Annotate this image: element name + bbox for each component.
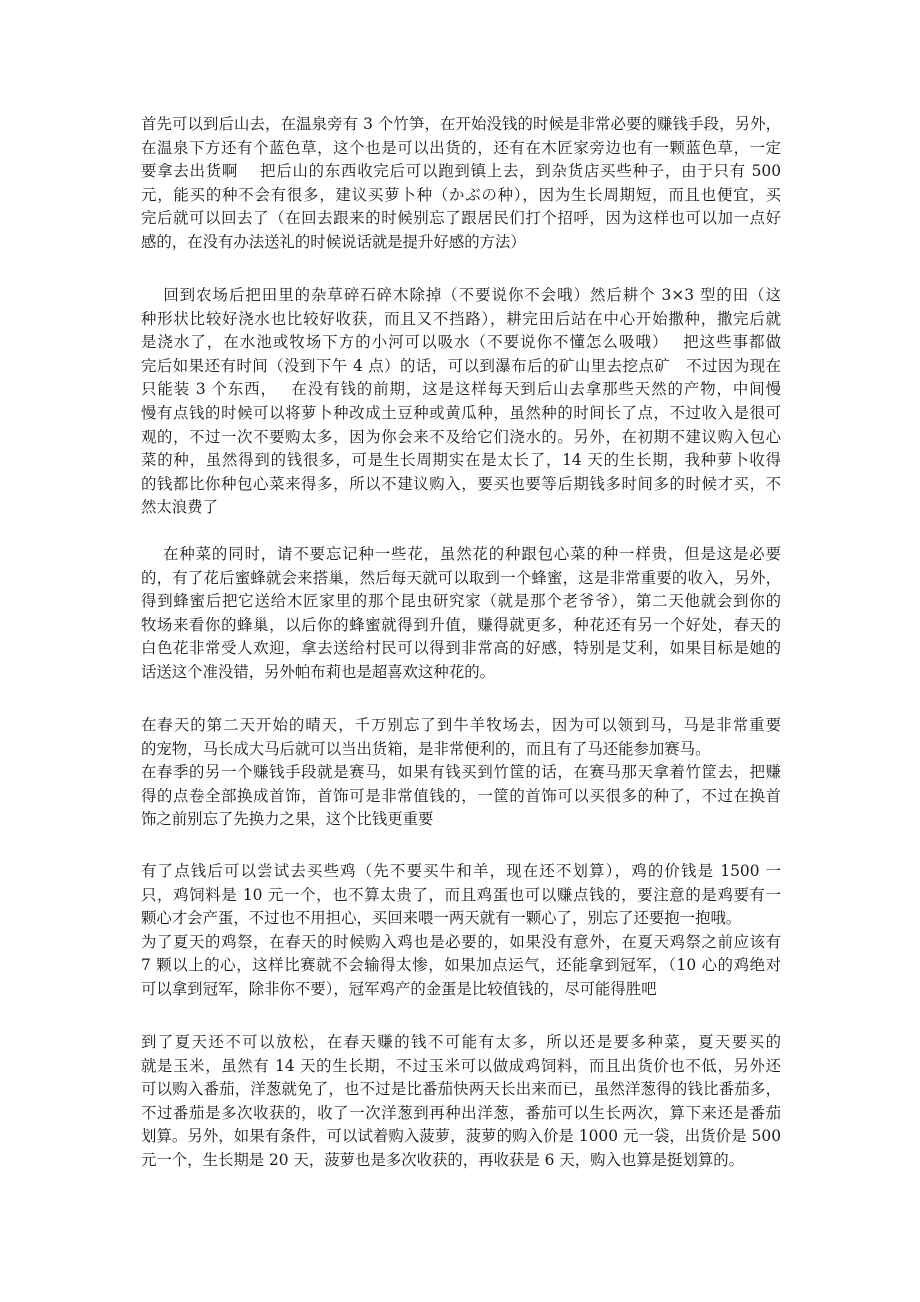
text-line: 就是玉米，虽然有 14 天的生长期，不过玉米可以做成鸡饲料，而且出货价也不低，另外还 — [141, 1056, 781, 1075]
text-line: 在温泉下方还有个蓝色草，这个也是可以出货的，还有在木匠家旁边也有一颗蓝色草，一定 — [141, 138, 781, 157]
text-line: 只，鸡饲料是 10 元一个，也不算太贵了，而且鸡蛋也可以赚点钱的，要注意的是鸡要有一 — [141, 885, 781, 904]
text-line: 观的，不过一次不要购太多，因为你会来不及给它们浇水的。另外，在初期不建议购入包心 — [141, 427, 781, 446]
text-line: 得的点卷全部换成首饰，首饰可是非常值钱的，一筐的首饰可以买很多的种了，不过在换首 — [141, 786, 781, 805]
text-line: 完后就可以回去了（在回去跟来的时候别忘了跟居民们打个招呼，因为这样也可以加一点好 — [141, 209, 781, 228]
paragraph-hillside-income — [141, 113, 781, 255]
text-line: 在春季的另一个赚钱手段就是赛马，如果有钱买到竹筐的话，在赛马那天拿着竹筐去，把赚 — [141, 763, 781, 782]
text-line: 只能装 3 个东西， 在没有钱的前期，这是这样每天到后山去拿那些天然的产物，中间慢 — [141, 380, 781, 399]
text-line: 话送这个准没错，另外帕布莉也是超喜欢这种花的。 — [141, 662, 495, 681]
text-line: 元一个，生长期是 20 天，菠萝也是多次收获的，再收获是 6 天，购入也算是挺划算的。 — [141, 1150, 745, 1169]
text-line: 要拿去出货啊 把后山的东西收完后可以跑到镇上去，到杂货店买些种子，由于只有 500 — [141, 162, 781, 181]
text-line: 划算。另外，如果有条件，可以试着购入菠萝，菠萝的购入价是 1000 元一袋，出货价是 500 — [141, 1127, 781, 1146]
text-line: 到了夏天还不可以放松，在春天赚的钱不可能有太多，所以还是要多种菜，夏天要买的 — [141, 1033, 781, 1051]
paragraph-horse-racing — [141, 714, 781, 832]
text-line: 颗心才会产蛋，不过也不用担心，买回来喂一两天就有一颗心了，别忘了还要抱一抱哦。 — [141, 909, 742, 928]
text-line: 得到蜂蜜后把它送给木匠家里的那个昆虫研究家（就是那个老爷爷），第二天他就会到你的 — [141, 592, 781, 611]
text-line: 然太浪费了 — [141, 498, 218, 517]
text-line: 感的，在没有办法送礼的时候说话就是提升好感的方法） — [141, 232, 526, 251]
text-line: 有了点钱后可以尝试去买些鸡（先不要买牛和羊，现在还不划算），鸡的价钱是 1500 一 — [141, 862, 781, 880]
text-line: 菜的种，虽然得到的钱很多，可是生长周期实在是太长了，14 天的生长期，我种萝卜收得 — [141, 451, 781, 470]
paragraph-summer-crops — [141, 1031, 781, 1173]
text-line: 在种菜的同时，请不要忘记种一些花，虽然花的种跟包心菜的种一样贵，但是这是必要 — [141, 545, 781, 563]
text-line: 在春天的第二天开始的晴天，千万别忘了到牛羊牧场去，因为可以领到马，马是非常重要 — [141, 716, 781, 734]
text-line: 不过番茄是多次收获的，收了一次洋葱到再种出洋葱，番茄可以生长两次，算下来还是番茄 — [141, 1103, 781, 1122]
text-line: 牧场来看你的蜂巢，以后你的蜂蜜就得到升值，赚得就更多，种花还有另一个好处，春天的 — [141, 615, 781, 634]
text-line: 的钱都比你种包心菜来得多，所以不建议购入，要买也要等后期钱多时间多的时候才买，不 — [141, 474, 781, 493]
text-line: 慢有点钱的时候可以将萝卜种改成土豆种或黄瓜种，虽然种的时间长了点，不过收入是很可 — [141, 403, 781, 422]
text-line: 是浇水了，在水池或牧场下方的小河可以吸水（不要说你不懂怎么吸哦） 把这些事都做 — [141, 333, 781, 352]
text-line: 的宠物，马长成大马后就可以当出货箱，是非常便利的，而且有了马还能参加赛马。 — [141, 739, 711, 758]
text-line: 回到农场后把田里的杂草碎石碎木除掉（不要说你不会哦）然后耕个 3×3 型的田（这 — [141, 286, 781, 304]
text-line: 可以购入番茄，洋葱就免了，也不过是比番茄快两天长出来而已，虽然洋葱得的钱比番茄多， — [141, 1080, 781, 1099]
text-line: 白色花非常受人欢迎，拿去送给村民可以得到非常高的好感，特别是艾利，如果目标是她的 — [141, 639, 781, 658]
text-line: 7 颗以上的心，这样比赛就不会输得太惨，如果加点运气，还能拿到冠军，（10 心的鸡绝对 — [141, 956, 781, 975]
text-line: 为了夏天的鸡祭，在春天的时候购入鸡也是必要的，如果没有意外，在夏天鸡祭之前应该有 — [141, 932, 781, 951]
paragraph-chickens — [141, 860, 781, 1002]
text-line: 的，有了花后蜜蜂就会来搭巢，然后每天就可以取到一个蜂蜜，这是非常重要的收入，另外， — [141, 568, 781, 587]
text-line: 饰之前别忘了先换力之果，这个比钱更重要 — [141, 810, 434, 829]
text-line: 可以拿到冠军，除非你不要），冠军鸡产的金蛋是比较值钱的，尽可能得胜吧 — [141, 979, 657, 998]
paragraph-farm-field — [141, 284, 781, 520]
text-line: 首先可以到后山去，在温泉旁有 3 个竹笋，在开始没钱的时候是非常必要的赚钱手段，另外， — [141, 115, 781, 133]
text-line: 种形状比较好浇水也比较好收获，而且又不挡路），耕完田后站在中心开始撒种，撒完后就 — [141, 309, 781, 328]
paragraph-flowers-bees — [141, 543, 781, 685]
text-line: 元，能买的种不会有很多，建议买萝卜种（かぶの种），因为生长周期短，而且也便宜，买 — [141, 185, 781, 204]
text-line: 完后如果还有时间（没到下午 4 点）的话，可以到瀑布后的矿山里去挖点矿 不过因为现在 — [141, 356, 781, 375]
